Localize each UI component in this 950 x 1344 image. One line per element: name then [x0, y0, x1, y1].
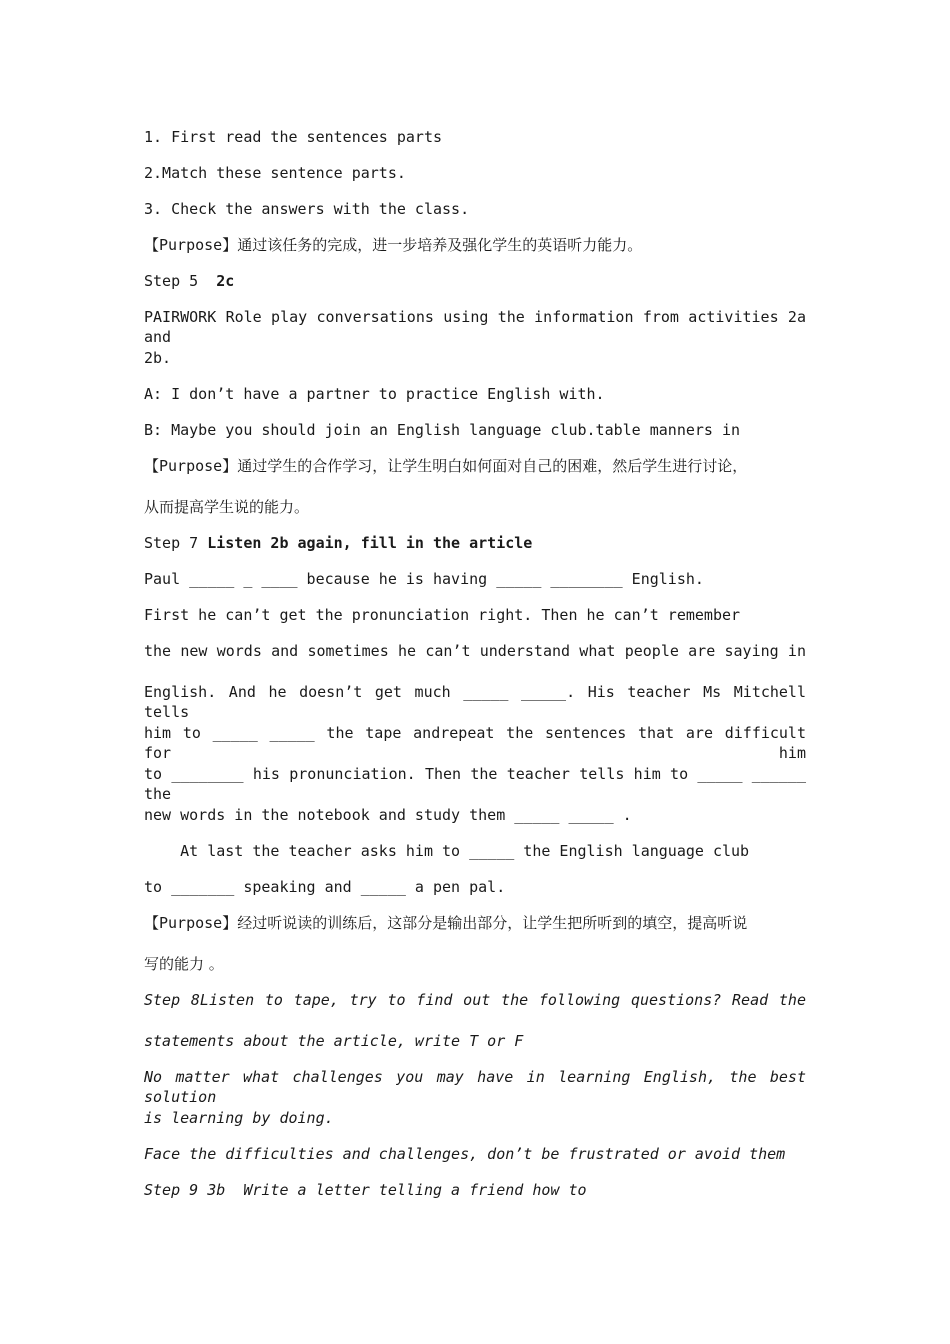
article-line-5: him to _____ _____ the tape andrepeat the sentences that are difficult for him	[144, 724, 806, 762]
step-8-heading-cont: statements about the article, write T or F	[144, 1032, 524, 1050]
instruction-3: 3. Check the answers with the class.	[144, 200, 470, 218]
article-line-9: to _______ speaking and _____ a pen pal.	[144, 878, 506, 896]
statement-2: Face the difficulties and challenges, don’t be frustrated or avoid them	[144, 1145, 786, 1163]
purpose-label: 【Purpose】	[144, 236, 238, 254]
pairwork-text-cont: 2b.	[144, 349, 172, 367]
instruction-1: 1. First read the sentences parts	[144, 128, 443, 146]
statement-1: No matter what challenges you may have in learning English, the best solution	[144, 1068, 806, 1106]
article-line-2: First he can’t get the pronunciation right. Then he can’t remember	[144, 606, 741, 624]
step-label: Step 7	[144, 534, 208, 552]
purpose-text: 通过该任务的完成，进一步培养及强化学生的英语听力能力。	[237, 236, 643, 254]
article-line-8: At last the teacher asks him to _____ the English language club	[144, 842, 750, 860]
purpose-line-3-cont: 写的能力 。	[144, 955, 224, 973]
step-label: Step 5	[144, 272, 217, 290]
article-line-7: new words in the notebook and study them _____ _____ .	[144, 806, 632, 824]
step-5-heading	[144, 271, 234, 291]
purpose-text: 通过学生的合作学习，让学生明白如何面对自己的困难，然后学生进行讨论，	[237, 457, 748, 475]
purpose-line-3	[144, 913, 747, 933]
purpose-line-2-cont: 从而提高学生说的能力。	[144, 498, 310, 516]
step-title: Listen 2b again, fill in the article	[207, 534, 533, 552]
step-8-heading: Step 8Listen to tape, try to find out the following questions? Read the	[144, 991, 806, 1009]
dialogue-a: A: I don’t have a partner to practice English with.	[144, 385, 605, 403]
step-9-heading: Step 9 3b Write a letter telling a friend how to	[144, 1181, 587, 1199]
pairwork-text: PAIRWORK Role play conversations using the information from activities 2a and	[144, 308, 806, 346]
article-line-6: to ________ his pronunciation. Then the teacher tells him to _____ ______ the	[144, 765, 806, 803]
statement-1-cont: is learning by doing.	[144, 1109, 334, 1127]
purpose-label: 【Purpose】	[144, 457, 238, 475]
step-7-heading	[144, 533, 532, 553]
purpose-text: 经过听说读的训练后，这部分是输出部分，让学生把所听到的填空，提高听说	[237, 914, 748, 932]
article-line-1: Paul _____ _ ____ because he is having _____ ________ English.	[144, 570, 704, 588]
article-line-3: the new words and sometimes he can’t understand what people are saying in	[144, 642, 806, 660]
purpose-line-2	[144, 456, 747, 476]
purpose-line-1	[144, 235, 642, 255]
dialogue-b: B: Maybe you should join an English language club.table manners in	[144, 421, 741, 439]
purpose-label: 【Purpose】	[144, 914, 238, 932]
article-line-4: English. And he doesn’t get much _____ _____. His teacher Ms Mitchell tells	[144, 683, 806, 721]
step-code: 2c	[216, 272, 235, 290]
instruction-2: 2.Match these sentence parts.	[144, 164, 406, 182]
